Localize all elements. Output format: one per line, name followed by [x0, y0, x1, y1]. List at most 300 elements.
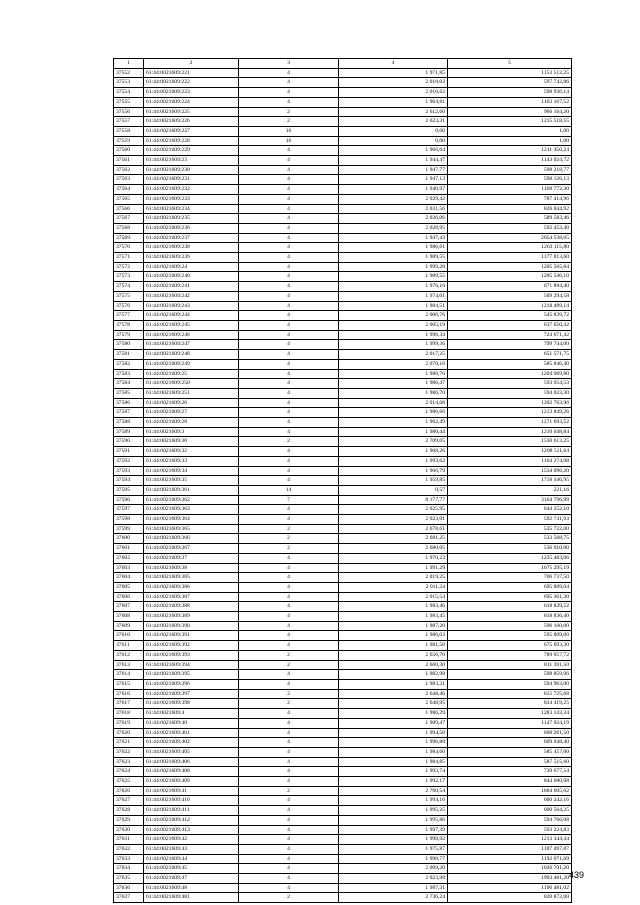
group-cell: 2	[239, 534, 339, 544]
table-row	[114, 398, 572, 408]
group-cell: 4	[239, 369, 339, 379]
value-cell: 1213 344,44	[448, 835, 572, 845]
cadastral-number-cell: 61:44:0021609:239	[144, 253, 239, 263]
row-index-cell: 37587	[114, 408, 144, 418]
row-index-cell: 37625	[114, 777, 144, 787]
row-index-cell: 37637	[114, 893, 144, 903]
value-cell: 1225 483,06	[448, 553, 572, 563]
value-cell: 637 650,42	[448, 320, 572, 330]
value-cell: 1164 274,08	[448, 456, 572, 466]
table-row	[114, 670, 572, 680]
group-cell: 4	[239, 165, 339, 175]
cadastral-number-cell: 61:44:0021609:251	[144, 388, 239, 398]
table-row	[114, 505, 572, 515]
value-cell: 1205 546,10	[448, 272, 572, 282]
group-cell: 4	[239, 243, 339, 253]
area-cell: 1 975,87	[339, 844, 448, 854]
table-row	[114, 660, 572, 670]
group-cell: 4	[239, 515, 339, 525]
area-cell: 1 947,43	[339, 233, 448, 243]
row-index-cell: 37592	[114, 456, 144, 466]
row-index-cell: 37582	[114, 359, 144, 369]
value-cell: 1534 096,20	[448, 466, 572, 476]
cadastral-number-cell: 61:44:0021609:394	[144, 660, 239, 670]
row-index-cell: 37559	[114, 136, 144, 146]
value-cell: 1196 481,02	[448, 883, 572, 893]
table-row	[114, 864, 572, 874]
group-cell: 4	[239, 670, 339, 680]
table-row	[114, 340, 572, 350]
area-cell: 1 996,88	[339, 738, 448, 748]
table-row	[114, 835, 572, 845]
cadastral-number-cell: 61:44:0021609:240	[144, 272, 239, 282]
row-index-cell: 37633	[114, 854, 144, 864]
cadastral-number-cell: 61:44:0021609:405	[144, 747, 239, 757]
column-header-1: 1	[114, 59, 144, 69]
table-row	[114, 689, 572, 699]
table-row	[114, 573, 572, 583]
group-cell: 4	[239, 398, 339, 408]
area-cell: 1 986,61	[339, 243, 448, 253]
row-index-cell: 37594	[114, 476, 144, 486]
cadastral-number-cell: 61:44:0021609:234	[144, 204, 239, 214]
value-cell: 585 846,40	[448, 359, 572, 369]
cadastral-number-cell: 61:44:0021609:222	[144, 78, 239, 88]
group-cell: 4	[239, 796, 339, 806]
row-index-cell: 37577	[114, 311, 144, 321]
value-cell: 587 515,60	[448, 757, 572, 767]
data-table	[113, 58, 572, 903]
area-cell: 1 995,86	[339, 815, 448, 825]
area-cell: 2 016,62	[339, 88, 448, 98]
area-cell: 1 989,55	[339, 253, 448, 263]
table-row	[114, 883, 572, 893]
row-index-cell: 37585	[114, 388, 144, 398]
group-cell: 2	[239, 650, 339, 660]
group-cell: 4	[239, 78, 339, 88]
value-cell: 593 224,83	[448, 825, 572, 835]
table-row	[114, 350, 572, 360]
table-row	[114, 78, 572, 88]
row-index-cell: 37553	[114, 78, 144, 88]
group-cell: 4	[239, 835, 339, 845]
row-index-cell: 37627	[114, 796, 144, 806]
table-row	[114, 243, 572, 253]
table-row	[114, 680, 572, 690]
area-cell: 1 981,50	[339, 641, 448, 651]
header-row	[114, 59, 572, 69]
value-cell: 1283 143,34	[448, 709, 572, 719]
cadastral-number-cell: 61:44:0021609:249	[144, 359, 239, 369]
area-cell: 1 997,39	[339, 825, 448, 835]
group-cell: 2	[239, 699, 339, 709]
area-cell: 1 980,44	[339, 427, 448, 437]
area-cell: 2 029,42	[339, 194, 448, 204]
row-index-cell: 37584	[114, 379, 144, 389]
row-index-cell: 37558	[114, 126, 144, 136]
row-index-cell: 37589	[114, 427, 144, 437]
cadastral-number-cell: 61:44:0021609:393	[144, 650, 239, 660]
value-cell: 618 839,52	[448, 602, 572, 612]
group-cell: 4	[239, 747, 339, 757]
cadastral-number-cell: 61:44:0021609:25	[144, 369, 239, 379]
area-cell: 2 623,31	[339, 117, 448, 127]
group-cell: 4	[239, 738, 339, 748]
group-cell: 4	[239, 408, 339, 418]
area-cell: 1 986,76	[339, 369, 448, 379]
cadastral-number-cell: 61:44:0021609:230	[144, 165, 239, 175]
group-cell: 2	[239, 107, 339, 117]
table-row	[114, 126, 572, 136]
cadastral-number-cell: 61:44:0021609:34	[144, 466, 239, 476]
table-row	[114, 495, 572, 505]
row-index-cell: 37619	[114, 718, 144, 728]
cadastral-number-cell: 61:44:0021609:229	[144, 146, 239, 156]
table-row	[114, 874, 572, 884]
table-row	[114, 282, 572, 292]
cadastral-number-cell: 61:44:0021609:227	[144, 126, 239, 136]
value-cell: 1993 481,20	[448, 874, 572, 884]
row-index-cell: 37580	[114, 340, 144, 350]
value-cell: 535 722,00	[448, 524, 572, 534]
row-index-cell: 37617	[114, 699, 144, 709]
cadastral-number-cell: 61:44:0021609:248	[144, 350, 239, 360]
table-row	[114, 388, 572, 398]
row-index-cell: 37606	[114, 592, 144, 602]
table-row	[114, 165, 572, 175]
value-cell: 593 954,53	[448, 379, 572, 389]
group-cell: 4	[239, 214, 339, 224]
cadastral-number-cell: 61:44:0021609:3	[144, 427, 239, 437]
value-cell: 2054 538,65	[448, 233, 572, 243]
value-cell: 844 680,08	[448, 777, 572, 787]
group-cell: 4	[239, 185, 339, 195]
cadastral-number-cell: 61:44:0021609:364	[144, 515, 239, 525]
table-header	[114, 59, 572, 69]
column-header-5: 5	[448, 59, 572, 69]
row-index-cell: 37622	[114, 747, 144, 757]
area-cell: 1 986,66	[339, 408, 448, 418]
area-cell: 0,00	[339, 126, 448, 136]
row-index-cell: 37575	[114, 291, 144, 301]
table-row	[114, 738, 572, 748]
cadastral-number-cell: 61:44:0021609:27	[144, 408, 239, 418]
value-cell: 1192 071,69	[448, 854, 572, 864]
group-cell: 4	[239, 175, 339, 185]
table-row	[114, 631, 572, 641]
value-cell: 594 023,30	[448, 388, 572, 398]
row-index-cell: 37560	[114, 146, 144, 156]
cadastral-number-cell: 61:44:0021609:23	[144, 156, 239, 166]
table-row	[114, 728, 572, 738]
value-cell: 1143 024,72	[448, 156, 572, 166]
value-cell: 597 742,86	[448, 78, 572, 88]
area-cell: 8 177,77	[339, 495, 448, 505]
area-cell: 1 994,50	[339, 728, 448, 738]
cadastral-number-cell: 61:44:0021609:45	[144, 864, 239, 874]
table-row	[114, 291, 572, 301]
cadastral-number-cell: 61:44:0021609:236	[144, 223, 239, 233]
row-index-cell: 37604	[114, 573, 144, 583]
cadastral-number-cell: 61:44:0021609:30	[144, 437, 239, 447]
row-index-cell: 37615	[114, 680, 144, 690]
table-row	[114, 699, 572, 709]
cadastral-number-cell: 61:44:0021609:24	[144, 262, 239, 272]
area-cell: 1 971,85	[339, 68, 448, 78]
value-cell: 594 766,08	[448, 815, 572, 825]
area-cell: 1 959,85	[339, 476, 448, 486]
value-cell: 536 010,00	[448, 544, 572, 554]
table-row	[114, 767, 572, 777]
area-cell: 1 976,16	[339, 282, 448, 292]
value-cell: 1211 450,24	[448, 146, 572, 156]
cadastral-number-cell: 61:44:0021609:367	[144, 544, 239, 554]
table-row	[114, 437, 572, 447]
group-cell: 4	[239, 854, 339, 864]
table-row	[114, 359, 572, 369]
area-cell: 1 999,36	[339, 340, 448, 350]
area-cell: 2 660,30	[339, 660, 448, 670]
cadastral-number-cell: 61:44:0021609:401	[144, 728, 239, 738]
value-cell: 608 261,50	[448, 728, 572, 738]
cadastral-number-cell: 61:44:0021609:412	[144, 815, 239, 825]
area-cell: 1 974,01	[339, 291, 448, 301]
group-cell: 7	[239, 495, 339, 505]
table-row	[114, 427, 572, 437]
group-cell: 4	[239, 844, 339, 854]
group-cell: 4	[239, 379, 339, 389]
cadastral-number-cell: 61:44:0021609:391	[144, 631, 239, 641]
cadastral-number-cell: 61:44:0021609:398	[144, 699, 239, 709]
cadastral-number-cell: 61:44:0021609:481	[144, 893, 239, 903]
row-index-cell: 37614	[114, 670, 144, 680]
value-cell: 1718 346,95	[448, 476, 572, 486]
row-index-cell: 37552	[114, 68, 144, 78]
value-cell: 545 839,72	[448, 311, 572, 321]
area-cell: 1 984,51	[339, 301, 448, 311]
cadastral-number-cell: 61:44:0021609:243	[144, 301, 239, 311]
cadastral-number-cell: 61:44:0021609:250	[144, 379, 239, 389]
cadastral-number-cell: 61:44:0021609:224	[144, 97, 239, 107]
row-index-cell: 37583	[114, 369, 144, 379]
table-row	[114, 97, 572, 107]
group-cell: 4	[239, 456, 339, 466]
table-row	[114, 185, 572, 195]
area-cell: 1 962,49	[339, 418, 448, 428]
cadastral-number-cell: 61:44:0021609:409	[144, 777, 239, 787]
area-cell: 2 015,54	[339, 592, 448, 602]
area-cell: 1 947,77	[339, 165, 448, 175]
row-index-cell: 37632	[114, 844, 144, 854]
area-cell: 2 678,61	[339, 524, 448, 534]
value-cell: 1163 167,52	[448, 97, 572, 107]
cadastral-number-cell: 61:44:0021609:406	[144, 757, 239, 767]
table-row	[114, 68, 572, 78]
group-cell: 2	[239, 660, 339, 670]
value-cell: 1271 693,52	[448, 418, 572, 428]
row-index-cell: 37586	[114, 398, 144, 408]
row-index-cell: 37567	[114, 214, 144, 224]
cadastral-number-cell: 61:44:0021609:411	[144, 806, 239, 816]
group-cell: 16	[239, 126, 339, 136]
group-cell: 4	[239, 709, 339, 719]
area-cell: 1 998,92	[339, 835, 448, 845]
area-cell: 2 023,98	[339, 874, 448, 884]
row-index-cell: 37634	[114, 864, 144, 874]
row-index-cell: 37597	[114, 505, 144, 515]
cadastral-number-cell: 61:44:0021609:44	[144, 854, 239, 864]
table-row	[114, 253, 572, 263]
value-cell: 1218 489,14	[448, 301, 572, 311]
cadastral-number-cell: 61:44:0021609:38	[144, 563, 239, 573]
value-cell: 1153 512,25	[448, 68, 572, 78]
group-cell: 4	[239, 883, 339, 893]
value-cell: 1208 511,64	[448, 447, 572, 457]
cadastral-number-cell: 61:44:0021609:365	[144, 524, 239, 534]
row-index-cell: 37629	[114, 815, 144, 825]
cadastral-number-cell: 61:44:0021609:43	[144, 844, 239, 854]
group-cell: 4	[239, 815, 339, 825]
table-row	[114, 563, 572, 573]
table-row	[114, 485, 572, 495]
row-index-cell: 37599	[114, 524, 144, 534]
value-cell: 966 164,20	[448, 107, 572, 117]
row-index-cell: 37570	[114, 243, 144, 253]
area-cell: 1 996,77	[339, 854, 448, 864]
row-index-cell: 37601	[114, 544, 144, 554]
row-index-cell: 37598	[114, 515, 144, 525]
value-cell: 724 671,42	[448, 330, 572, 340]
table-row	[114, 718, 572, 728]
table-row	[114, 320, 572, 330]
table-row	[114, 806, 572, 816]
table-row	[114, 777, 572, 787]
table-row	[114, 418, 572, 428]
group-cell: 4	[239, 728, 339, 738]
column-header-4: 4	[339, 59, 448, 69]
group-cell: 4	[239, 291, 339, 301]
row-index-cell: 37566	[114, 204, 144, 214]
cadastral-number-cell: 61:44:0021609:241	[144, 282, 239, 292]
row-index-cell: 37576	[114, 301, 144, 311]
value-cell: 675 693,30	[448, 641, 572, 651]
group-cell: 4	[239, 476, 339, 486]
area-cell: 1 968,26	[339, 447, 448, 457]
area-cell: 1 983,46	[339, 602, 448, 612]
value-cell: 1204 969,80	[448, 369, 572, 379]
area-cell: 1 982,98	[339, 670, 448, 680]
area-cell: 2 009,20	[339, 864, 448, 874]
group-cell: 4	[239, 301, 339, 311]
row-index-cell: 37593	[114, 466, 144, 476]
table-row	[114, 262, 572, 272]
row-index-cell: 37588	[114, 418, 144, 428]
area-cell: 2 028,95	[339, 223, 448, 233]
value-cell: 600 242,16	[448, 796, 572, 806]
group-cell: 4	[239, 272, 339, 282]
cadastral-number-cell: 61:44:0021609:396	[144, 680, 239, 690]
row-index-cell: 37568	[114, 223, 144, 233]
row-index-cell: 37616	[114, 689, 144, 699]
table-row	[114, 553, 572, 563]
area-cell: 1 970,23	[339, 553, 448, 563]
row-index-cell: 37618	[114, 709, 144, 719]
value-cell: 815 725,68	[448, 689, 572, 699]
value-cell: 592 453,40	[448, 223, 572, 233]
cadastral-number-cell: 61:44:0021609:28	[144, 418, 239, 428]
table-row	[114, 592, 572, 602]
value-cell: 509 294,58	[448, 291, 572, 301]
area-cell: 1 986,70	[339, 388, 448, 398]
group-cell: 2	[239, 544, 339, 554]
value-cell: 1675 295,19	[448, 563, 572, 573]
table-row	[114, 175, 572, 185]
table-row	[114, 650, 572, 660]
row-index-cell: 37611	[114, 641, 144, 651]
table-row	[114, 156, 572, 166]
row-index-cell: 37591	[114, 447, 144, 457]
table-row	[114, 844, 572, 854]
cadastral-number-cell: 61:44:0021609:233	[144, 194, 239, 204]
area-cell: 1 940,97	[339, 185, 448, 195]
group-cell: 4	[239, 466, 339, 476]
cadastral-number-cell: 61:44:0021609:362	[144, 495, 239, 505]
cadastral-number-cell: 61:44:0021609:237	[144, 233, 239, 243]
group-cell: 4	[239, 253, 339, 263]
area-cell: 1 983,21	[339, 680, 448, 690]
cadastral-number-cell: 61:44:0021609:37	[144, 553, 239, 563]
cadastral-number-cell: 61:44:0021609:226	[144, 117, 239, 127]
cadastral-number-cell: 61:44:0021609:410	[144, 796, 239, 806]
row-index-cell: 37581	[114, 350, 144, 360]
group-cell: 4	[239, 874, 339, 884]
row-index-cell: 37626	[114, 786, 144, 796]
group-cell: 4	[239, 68, 339, 78]
area-cell: 1 989,47	[339, 718, 448, 728]
group-cell: 4	[239, 427, 339, 437]
value-cell: 1168 772,30	[448, 185, 572, 195]
value-cell: 585 457,00	[448, 747, 572, 757]
row-index-cell: 37600	[114, 534, 144, 544]
area-cell: 1 993,62	[339, 456, 448, 466]
group-cell: 2	[239, 524, 339, 534]
group-cell: 4	[239, 311, 339, 321]
value-cell: 1026 701,20	[448, 864, 572, 874]
group-cell: 4	[239, 418, 339, 428]
area-cell: 1 986,47	[339, 379, 448, 389]
row-index-cell: 37609	[114, 621, 144, 631]
row-index-cell: 37573	[114, 272, 144, 282]
value-cell: 695 361,30	[448, 592, 572, 602]
table-row	[114, 582, 572, 592]
area-cell: 0,57	[339, 485, 448, 495]
row-index-cell: 37596	[114, 495, 144, 505]
value-cell: 1215 518,55	[448, 117, 572, 127]
cadastral-number-cell: 61:44:0021609:4	[144, 709, 239, 719]
area-cell: 2 736,24	[339, 893, 448, 903]
area-cell: 1 999,28	[339, 262, 448, 272]
value-cell: 787 414,96	[448, 194, 572, 204]
area-cell: 2 681,25	[339, 534, 448, 544]
value-cell: 3164 796,99	[448, 495, 572, 505]
table-row	[114, 408, 572, 418]
table-row	[114, 447, 572, 457]
cadastral-number-cell: 61:44:0021609:395	[144, 670, 239, 680]
area-cell: 1 994,16	[339, 796, 448, 806]
group-cell: 4	[239, 718, 339, 728]
cadastral-number-cell: 61:44:0021609:408	[144, 767, 239, 777]
area-cell: 2 006,76	[339, 311, 448, 321]
